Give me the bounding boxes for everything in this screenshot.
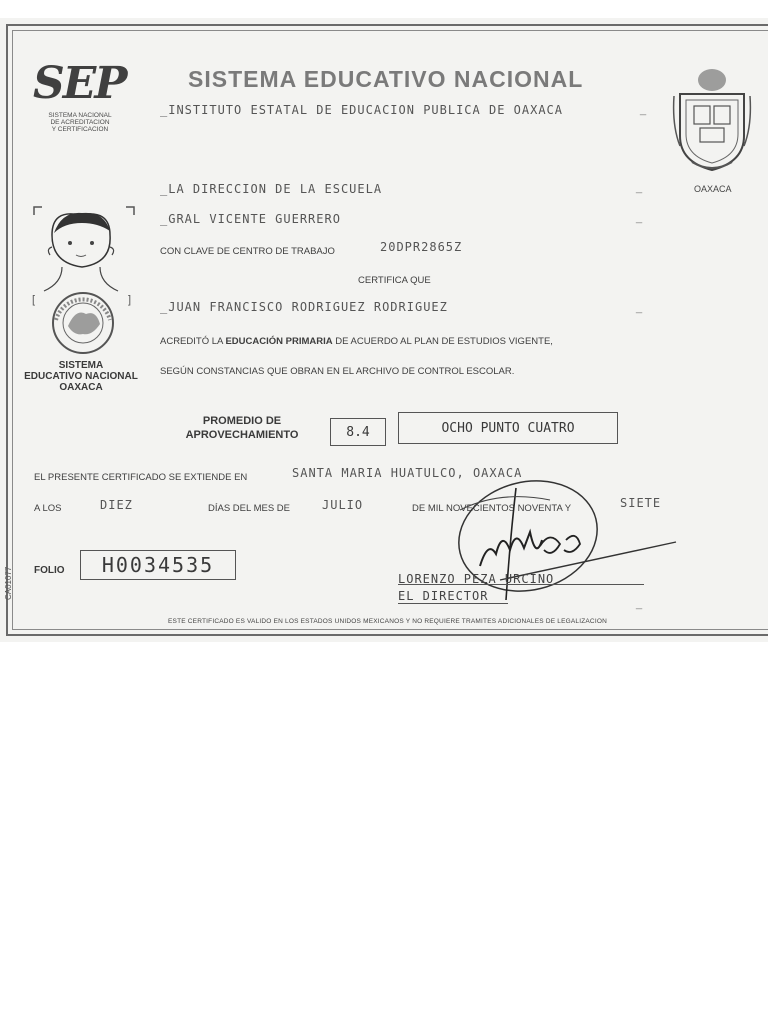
folio-value-box: H0034535 [80,550,236,580]
validity-note: ESTE CERTIFICADO ES VALIDO EN LOS ESTADOS UNIDOS MEXICANOS Y NO REQUIERE TRAMITES ADICIONALES DE LEGALIZACION [168,618,607,625]
state-label: OAXACA [694,184,732,194]
seal-label: SISTEMA EDUCATIVO NACIONAL OAXACA [24,360,138,393]
issue-year-word: SIETE [620,496,662,510]
constancias-line: SEGÚN CONSTANCIAS QUE OBRAN EN EL ARCHIVO DE CONTROL ESCOLAR. [160,366,515,377]
director-role: EL DIRECTOR [398,589,489,603]
director-name: LORENZO PEZA URCINO [398,572,555,586]
field-dash: _ [636,212,643,224]
field-dash: _ [640,104,647,116]
a-los-label: A LOS [34,503,62,514]
sep-logo: SEP [33,58,126,109]
student-name: _JUAN FRANCISCO RODRIGUEZ RODRIGUEZ [160,300,448,314]
grade-label: PROMEDIO DE APROVECHAMIENTO [185,415,299,441]
certifica-label: CERTIFICA QUE [358,275,431,286]
field-dash: _ [636,182,643,194]
school-name: _GRAL VICENTE GUERRERO [160,212,341,226]
clave-value: 20DPR2865Z [380,240,463,254]
dias-mes-label: DÍAS DEL MES DE [208,503,291,514]
student-photo [32,205,136,295]
national-seal-icon [46,290,120,356]
field-dash: _ [636,302,643,314]
clave-label: CON CLAVE DE CENTRO DE TRABAJO [160,246,335,257]
issue-month: JULIO [322,498,364,512]
role-line [398,603,508,604]
field-dash: _ [636,598,643,610]
grade-words-box: OCHO PUNTO CUATRO [398,412,618,444]
extends-label: EL PRESENTE CERTIFICADO SE EXTIENDE EN [34,472,248,483]
issue-place: SANTA MARIA HUATULCO, OAXACA [292,466,523,480]
de-mil-label: DE MIL NOVECIENTOS NOVENTA Y [412,503,572,514]
institute-name: _INSTITUTO ESTATAL DE EDUCACION PUBLICA DE OAXACA [160,103,564,117]
grade-value-box: 8.4 [330,418,386,446]
school-direction: _LA DIRECCION DE LA ESCUELA [160,182,383,196]
sep-logo-subtitle: SISTEMA NACIONAL DE ACREDITACION Y CERTIFICACION [48,112,112,133]
folio-label: FOLIO [34,565,65,576]
acredito-line: ACREDITÓ LA EDUCACIÓN PRIMARIA DE ACUERDO AL PLAN DE ESTUDIOS VIGENTE, [160,336,553,347]
document-title: SISTEMA EDUCATIVO NACIONAL [188,66,584,92]
side-code: CA01077 [4,566,13,600]
photo-corner: [ [32,294,36,306]
oaxaca-shield-icon [670,66,754,176]
photo-corner: ] [128,294,132,306]
issue-day: DIEZ [100,498,133,512]
